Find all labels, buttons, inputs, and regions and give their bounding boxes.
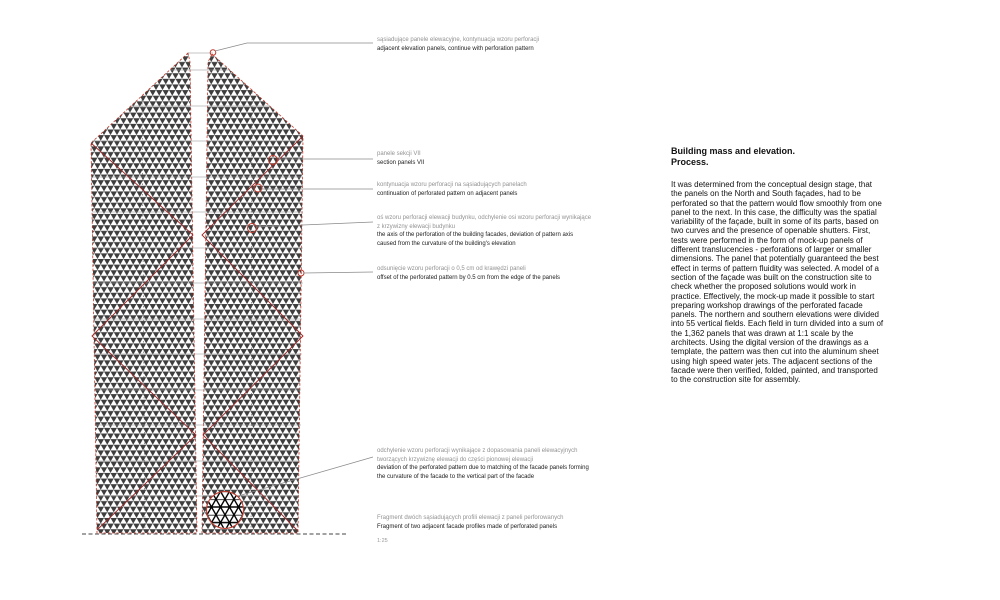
perforation-detail-circle: [207, 492, 244, 529]
annotation-pl: odsunięcie wzoru perforacji o 0,5 cm od krawędzi paneli: [377, 266, 526, 272]
annotation-pl: kontynuacja wzoru perforacji na sąsiadujących panelach: [377, 182, 527, 188]
annotation-pl: oś wzoru perforacji elewacji budynku, odchylenie osi wzoru perforacji wynikające z krzywizny elewacji budynku: [377, 215, 592, 230]
annotation-en: continuation of perforated pattern on adjacent panels: [377, 190, 518, 197]
drawing-scale: 1:25: [377, 538, 388, 544]
annotation-pattern-deviation: [377, 447, 592, 481]
annotation-en: adjacent elevation panels, continue with perforation pattern: [377, 45, 534, 52]
annotation-en: deviation of the perforated pattern due to matching of the facade panels forming the curvature of the facade to the vertical part of the facade: [377, 465, 589, 480]
article-body: It was determined from the conceptual design stage, that the panels on the North and South façades, had to be perforated so that the pattern would flow smoothly from one panel to the next. In this case, the difficulty was the spatial variability of the façade, built in some of its parts, based on two curves and the presence of openable shutters. First, tests were performed in the form of mock-up panels of different translucencies - perforations of larger or smaller dimensions. The panel that potentially guaranteed the best effect in terms of pattern fluidity was selected. A model of a section of the façade was built on the construction site to check whether the proposed solutions would work in practice. Effectively, the mock-up made it possible to start preparing workshop drawings of the perforated facade panels. The northern and southern elevations were divided into 55 vertical fields. Each field in turn divided into a sum of the 1,362 panels that was drawn at 1:1 scale by the architects. Using the digital version of the drawings as a template, the pattern was then cut into the aluminum sheet using high speed water jets. The adjacent sections of the facade were then verified, folded, painted, and transported to the construction site for assembly.: [671, 180, 884, 385]
annotation-pl: odchylenie wzoru perforacji wynikające z dopasowania paneli elewacyjnych tworzących krzywiznę elewacji do części pionowej elewacji: [377, 448, 578, 463]
drawing-caption: [377, 514, 612, 546]
annotation-en: the axis of the perforation of the building facades, deviation of pattern axis caused from the curvature of the building's elevation: [377, 232, 574, 247]
annotation-pattern-offset: [377, 265, 592, 282]
annotation-pl: sąsiadujące panele elewacyjne, kontynuacja wzoru perforacji: [377, 37, 540, 43]
article-title-line2: Process.: [671, 156, 709, 167]
article: [671, 146, 885, 385]
annotation-pattern-axis: [377, 214, 592, 248]
annotation-adjacent-panels: [377, 36, 592, 53]
annotation-pl: panele sekcji VII: [377, 151, 421, 157]
elevation-drawing: [0, 0, 375, 600]
annotation-en: section panels VII: [377, 159, 425, 166]
caption-en: Fragment of two adjacent facade profiles made of perforated panels: [377, 523, 558, 530]
annotation-section-panels: [377, 150, 592, 167]
article-title-line1: Building mass and elevation.: [671, 146, 796, 156]
caption-pl: Fragment dwóch sąsiadujących profili elewacji z paneli perforowanych: [377, 515, 564, 521]
annotation-en: offset of the perforated pattern by 0.5 cm from the edge of the panels: [377, 274, 561, 281]
article-title: [671, 146, 885, 167]
annotation-pattern-continuation: [377, 181, 592, 198]
